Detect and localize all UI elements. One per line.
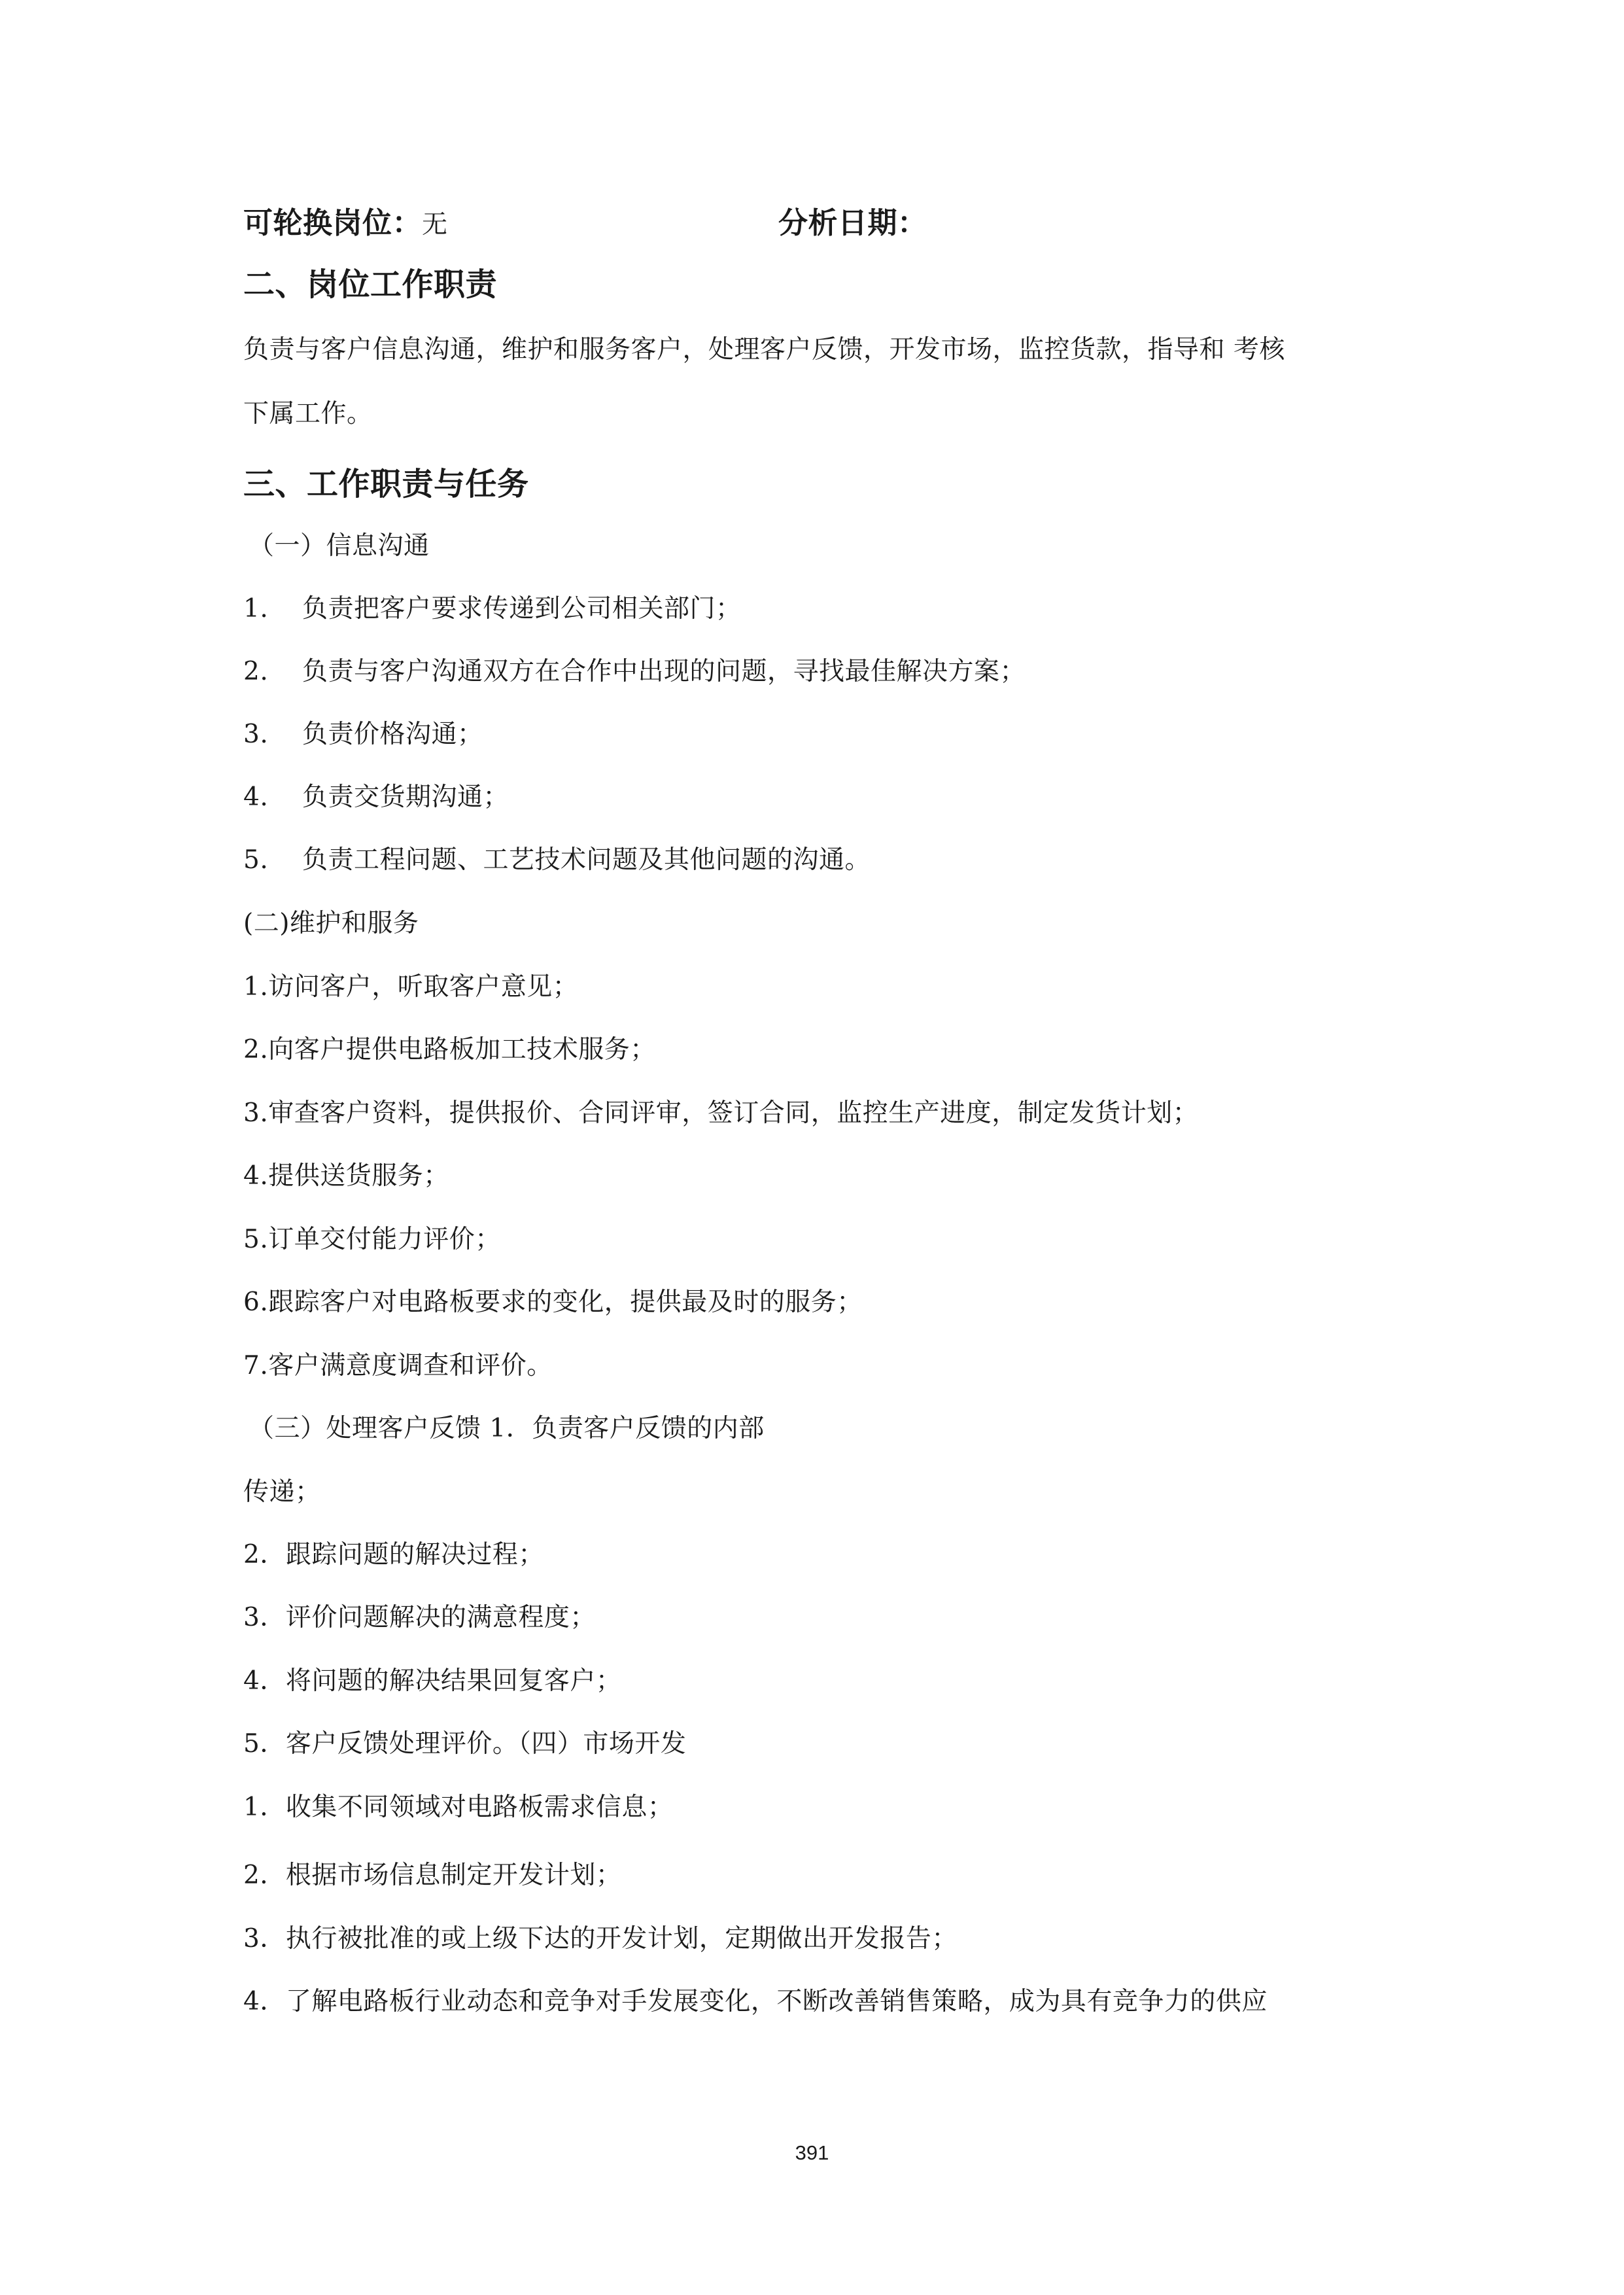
rotation-label: 可轮换岗位： <box>243 205 423 240</box>
section3-title: 三、工作职责与任务 <box>243 466 529 502</box>
list-item: 5．客户反馈处理评价。（四）市场开发 <box>243 1729 687 1759</box>
list-item <box>243 722 483 747</box>
list-item: 4.提供送货服务； <box>243 1161 449 1191</box>
rotation-value: 无 <box>422 210 448 239</box>
list-item-text: 负责把客户要求传递到公司相关部门； <box>302 594 742 623</box>
sub2-title: (二)维护和服务 <box>243 909 419 938</box>
sub3-line2: 传递； <box>243 1477 321 1507</box>
list-item: 1．收集不同领域对电路板需求信息； <box>243 1793 674 1822</box>
list-item: 5.订单交付能力评价； <box>243 1225 501 1254</box>
sub1-title: （一）信息沟通 <box>249 531 430 561</box>
list-item-text: 负责价格沟通； <box>302 720 483 749</box>
list-item-number: 2. <box>243 657 269 686</box>
list-item: 6.跟踪客户对电路板要求的变化，提供最及时的服务； <box>243 1288 863 1317</box>
list-item-text: 负责交货期沟通； <box>302 782 510 812</box>
list-item: 4．将问题的解决结果回复客户； <box>243 1666 622 1696</box>
section2-text-line2: 下属工作。 <box>243 399 373 429</box>
list-item: 1.访问客户，听取客户意见； <box>243 972 579 1002</box>
rotation-field <box>243 205 448 240</box>
list-item: 2.向客户提供电路板加工技术服务； <box>243 1035 656 1064</box>
list-item: 4．了解电路板行业动态和竞争对手发展变化，不断改善销售策略，成为具有竞争力的供应 <box>243 1987 1268 2016</box>
list-item-text: 负责与客户沟通双方在合作中出现的问题，寻找最佳解决方案； <box>302 657 1026 686</box>
section2-text-line1: 负责与客户信息沟通，维护和服务客户，处理客户反馈，开发市场，监控货款，指导和 考核 <box>243 335 1285 364</box>
section2-title: 二、岗位工作职责 <box>243 266 498 303</box>
list-item-number: 5. <box>243 845 269 875</box>
list-item <box>243 596 742 622</box>
list-item: 2．跟踪问题的解决过程； <box>243 1540 544 1569</box>
list-item: 3.审查客户资料，提供报价、合同评审，签订合同，监控生产进度，制定发货计划； <box>243 1098 1199 1128</box>
list-item-number: 4. <box>243 782 269 812</box>
list-item <box>243 659 1026 684</box>
page-number: 391 <box>795 2141 829 2164</box>
sub3-line1: （三）处理客户反馈 1．负责客户反馈的内部 <box>249 1414 765 1443</box>
analysis-date-label: 分析日期： <box>778 205 927 240</box>
list-item-number: 1. <box>243 594 269 623</box>
list-item-text: 负责工程问题、工艺技术问题及其他问题的沟通。 <box>302 845 871 875</box>
list-item-number: 3. <box>243 720 269 749</box>
list-item: 7.客户满意度调查和评价。 <box>243 1351 553 1380</box>
list-item: 3．评价问题解决的满意程度； <box>243 1603 596 1632</box>
list-item <box>243 784 509 810</box>
list-item: 2．根据市场信息制定开发计划； <box>243 1861 622 1890</box>
list-item: 3．执行被批准的或上级下达的开发计划，定期做出开发报告； <box>243 1924 958 1953</box>
list-item <box>243 847 871 873</box>
